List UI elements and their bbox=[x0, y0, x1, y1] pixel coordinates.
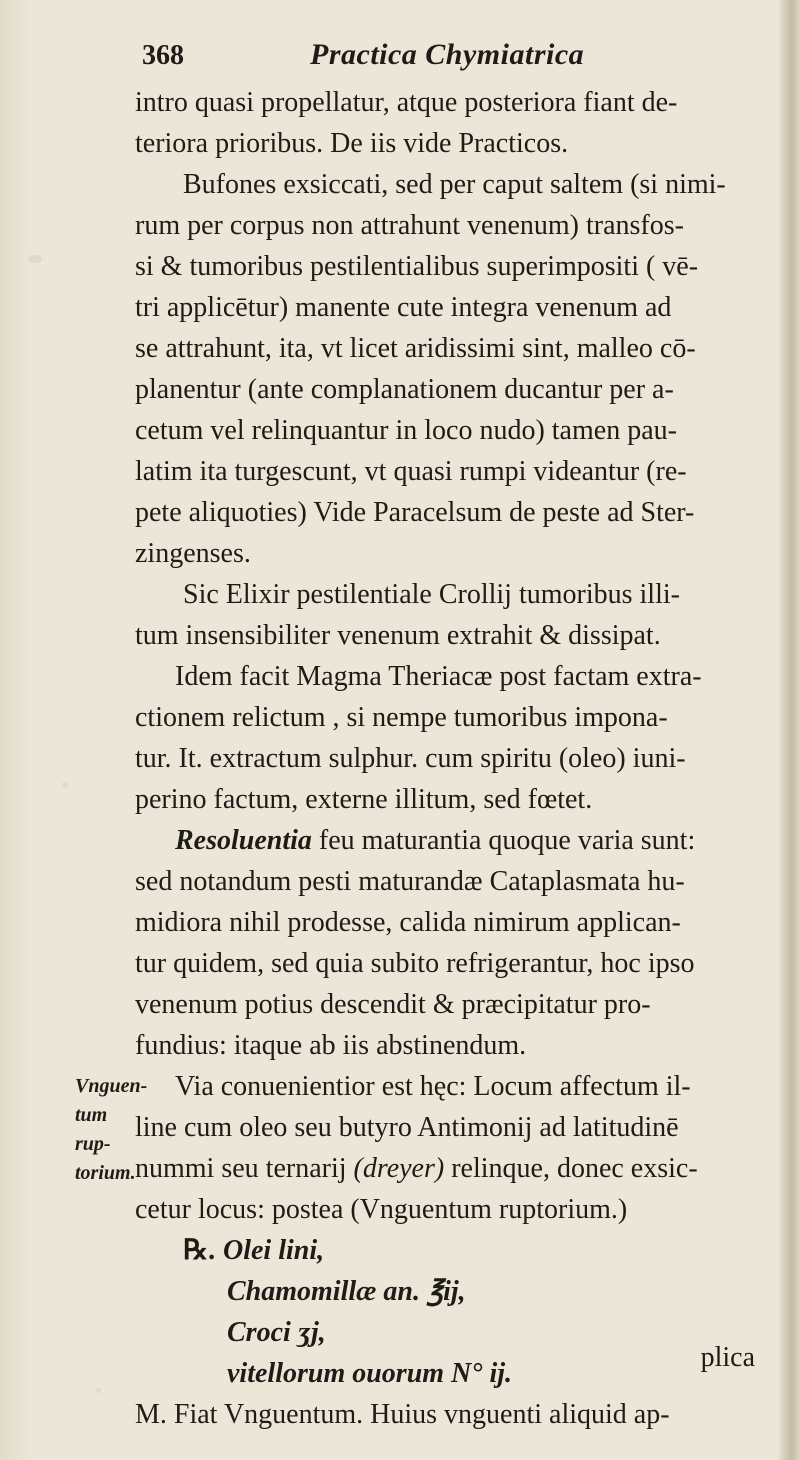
margin-note bbox=[75, 1072, 148, 1188]
text-line: pete aliquoties) Vide Paracelsum de peste ad Ster- bbox=[135, 497, 695, 528]
text-line: Sic Elixir pestilentiale Crollij tumoribus illi- bbox=[183, 579, 680, 610]
recipe-line bbox=[135, 1230, 775, 1271]
paper-stain bbox=[62, 782, 68, 788]
page-number: 368 bbox=[142, 40, 184, 71]
margin-note-line: torium. bbox=[75, 1162, 136, 1184]
text-line: intro quasi propellatur, atque posteriora fiant de- bbox=[135, 87, 678, 118]
text-line bbox=[135, 1148, 775, 1189]
text-line: zingenses. bbox=[135, 538, 251, 569]
text-line: rum per corpus non attrahunt venenum) transfos- bbox=[135, 210, 684, 241]
text-line: Idem facit Magma Theriacæ post factam extra- bbox=[175, 661, 702, 692]
margin-note-line: tum rup- bbox=[75, 1104, 111, 1155]
text-line: line cum oleo seu butyro Antimonij ad latitudinē bbox=[135, 1112, 679, 1143]
text-line: latim ita turgescunt, vt quasi rumpi videantur (re- bbox=[135, 456, 687, 487]
text-fragment: feu maturantia quoque varia sunt: bbox=[318, 825, 696, 856]
text-line bbox=[135, 820, 775, 861]
recipe-symbol: ℞. bbox=[183, 1235, 216, 1266]
page-header bbox=[142, 40, 702, 80]
text-line: tri applicētur) manente cute integra venenum ad bbox=[135, 292, 672, 323]
recipe-line: Chamomillæ an. ℥ij, bbox=[227, 1276, 466, 1307]
text-line: cetum vel relinquantur in loco nudo) tamen pau- bbox=[135, 415, 677, 446]
recipe-line: vitellorum ouorum N° ij. bbox=[227, 1358, 513, 1389]
text-line: ctionem relictum , si nempe tumoribus impona- bbox=[135, 702, 668, 733]
text-line: teriora prioribus. De iis vide Practicos. bbox=[135, 128, 569, 159]
catchword: plica bbox=[700, 1342, 755, 1373]
text-line: sed notandum pesti maturandæ Cataplasmata hu- bbox=[135, 866, 685, 897]
text-line: M. Fiat Vnguentum. Huius vnguenti aliquid ap- bbox=[135, 1399, 670, 1430]
text-line: tur. It. extractum sulphur. cum spiritu (oleo) iuni- bbox=[135, 743, 686, 774]
text-line: tur quidem, sed quia subito refrigerantur, hoc ipso bbox=[135, 948, 695, 979]
page-edge-right bbox=[778, 0, 800, 1460]
rubric-resoluentia: Resoluentia bbox=[175, 825, 312, 856]
page-shadow-left bbox=[0, 0, 30, 1460]
gloss-dreyer: (dreyer) bbox=[353, 1153, 445, 1184]
paper-stain bbox=[28, 255, 42, 263]
text-fragment: relinque, donec exsic- bbox=[451, 1153, 698, 1184]
text-line: fundius: itaque ab iis abstinendum. bbox=[135, 1030, 527, 1061]
recipe-ingredient: Olei lini, bbox=[223, 1235, 325, 1266]
text-line: Bufones exsiccati, sed per caput saltem (si nimi- bbox=[183, 169, 726, 200]
body-text bbox=[135, 82, 775, 1435]
margin-note-line: Vnguen- bbox=[75, 1075, 148, 1097]
recipe bbox=[135, 1230, 775, 1394]
running-title: Practica Chymiatrica bbox=[310, 38, 585, 71]
text-line: se attrahunt, ita, vt licet aridissimi sint, malleo cō- bbox=[135, 333, 696, 364]
text-line: cetur locus: postea (Vnguentum ruptorium.) bbox=[135, 1194, 628, 1225]
text-fragment: nummi seu ternarij bbox=[135, 1153, 347, 1184]
recipe-line: Croci ʒj, bbox=[227, 1317, 326, 1348]
text-line: venenum potius descendit & præcipitatur pro- bbox=[135, 989, 651, 1020]
text-line: planentur (ante complanationem ducantur per a- bbox=[135, 374, 674, 405]
text-line: tum insensibiliter venenum extrahit & dissipat. bbox=[135, 620, 661, 651]
text-line: Via conuenientior est hęc: Locum affectum il- bbox=[175, 1071, 691, 1102]
text-line: si & tumoribus pestilentialibus superimpositi ( vē- bbox=[135, 251, 699, 282]
paper-stain bbox=[96, 1388, 101, 1393]
text-line: perino factum, externe illitum, sed fœtet. bbox=[135, 784, 593, 815]
text-line: midiora nihil prodesse, calida nimirum applican- bbox=[135, 907, 681, 938]
